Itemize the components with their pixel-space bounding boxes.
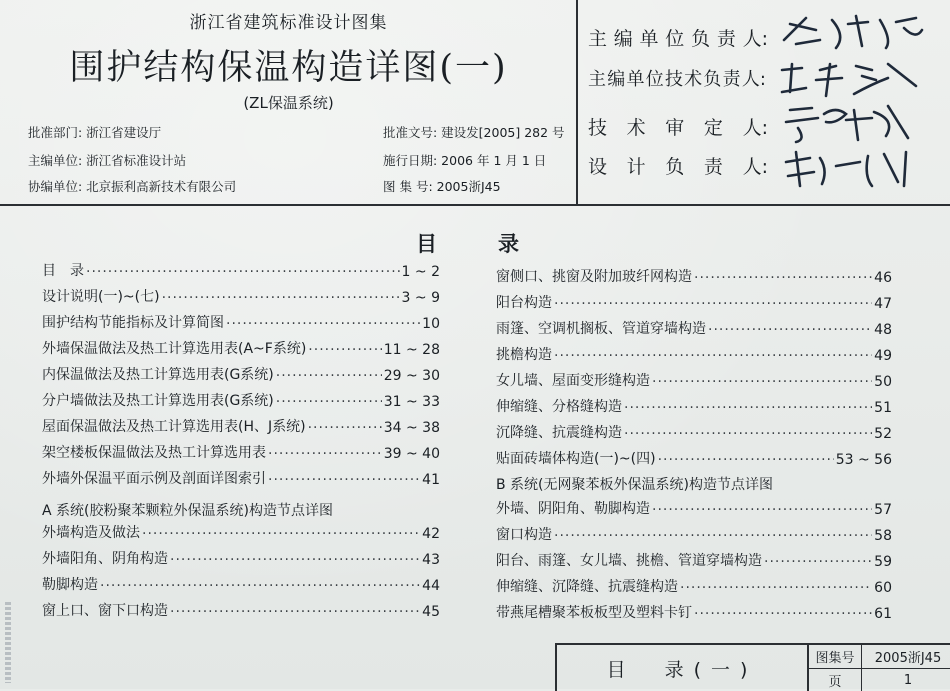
toc-entry-title: 伸缩缝、沉降缝、抗震缝构造 [496,579,678,595]
title-block-grid [807,645,950,691]
atlas-number: 图 集 号: 2005浙J45 [383,179,501,194]
toc-entry-page: 49 [874,348,892,364]
toc-entry[interactable] [496,574,892,596]
toc-entry-page: 48 [874,322,892,338]
leader-dots [170,552,420,568]
toc-entry-title: 女儿墙、屋面变形缝构造 [496,373,650,389]
leader-dots [554,528,872,544]
toc-entry-page: 3 ~ 9 [401,290,440,306]
atlas-no-label: 图集号 [815,651,855,666]
toc-entry[interactable] [496,522,892,544]
toc-entry-page: 61 [874,606,892,622]
toc-entry[interactable] [42,572,440,594]
leader-dots [226,316,420,332]
toc-entry[interactable] [496,394,892,416]
toc-entry-title: 贴面砖墙体构造(一)~(四) [496,451,656,467]
toc-entry[interactable] [42,336,440,358]
title-block-title: 目 录(一) [606,658,758,681]
toc-entry-page: 1 ~ 2 [401,264,440,280]
section-a-heading: A 系统(胶粉聚苯颗粒外保温系统)构造节点详图 [42,503,333,519]
toc-entry-title: 外墙外保温平面示例及剖面详图索引 [42,471,266,487]
leader-dots [652,502,872,518]
toc-entry-page: 57 [874,502,892,518]
toc-entry[interactable] [496,600,892,622]
toc-entry-title: 围护结构节能指标及计算简图 [42,315,224,331]
toc-entry[interactable] [42,284,440,306]
leader-dots [694,606,872,622]
toc-entry[interactable] [42,388,440,410]
toc-entry-page: 58 [874,528,892,544]
leader-dots [554,296,872,312]
leader-dots [170,604,420,620]
toc-entry-title: 沉降缝、抗震缝构造 [496,425,622,441]
toc-entry-page: 42 [422,526,440,542]
toc-entry-page: 60 [874,580,892,596]
toc-entry[interactable] [42,414,440,436]
leader-dots [554,348,872,364]
toc-entry-page: 10 [422,316,440,332]
toc-entry[interactable] [496,290,892,312]
toc-entry-title: 勒脚构造 [42,577,98,593]
toc-heading-right: 录 [498,232,519,256]
toc-entry-page: 41 [422,472,440,488]
leader-dots [162,290,400,306]
toc-entry[interactable] [42,466,440,488]
leader-dots [268,446,382,462]
leader-dots [308,420,382,436]
toc-entry-page: 43 [422,552,440,568]
toc-entry-title: 窗侧口、挑窗及附加玻纤网构造 [496,269,692,285]
toc-entry-page: 29 ~ 30 [383,368,440,384]
signature-2 [776,56,926,100]
resp-row-design-lead: 设 计 负 责 人: [588,156,768,178]
toc-entry-title: 窗上口、窗下口构造 [42,603,168,619]
toc-entry-title: 阳台、雨篷、女儿墙、挑檐、管道穿墙构造 [496,553,762,569]
toc-entry-title: 内保温做法及热工计算选用表(G系统) [42,367,274,383]
toc-entry-title: 外墙、阴阳角、勒脚构造 [496,501,650,517]
toc-entry-title: 架空楼板保温做法及热工计算选用表 [42,445,266,461]
main-title: 围护结构保温构造详图(一) [69,48,508,88]
toc-entry[interactable] [496,496,892,518]
toc-entry[interactable] [496,446,892,468]
approving-dept: 批准部门: 浙江省建设厅 [28,125,162,140]
toc-entry-title: 挑檐构造 [496,347,552,363]
toc-entry-page: 39 ~ 40 [383,446,440,462]
effective-date: 施行日期: 2006 年 1 月 1 日 [383,153,547,168]
signature-1 [776,10,926,54]
responsibility-panel [578,0,950,204]
leader-dots [694,270,872,286]
header-left [0,0,577,204]
toc-entry-title: 外墙阳角、阴角构造 [42,551,168,567]
toc-entry-title: 带燕尾槽聚苯板板型及塑料卡钉 [496,605,692,621]
editing-unit: 主编单位: 浙江省标准设计站 [28,153,187,168]
leader-dots [624,400,872,416]
toc-entry-page: 45 [422,604,440,620]
co-editing-unit: 协编单位: 北京振利高新技术有限公司 [28,179,237,194]
toc-entry[interactable] [496,264,892,286]
toc-entry[interactable] [42,598,440,620]
toc-entry-title: 窗口构造 [496,527,552,543]
signature-3 [776,100,926,144]
toc-entry[interactable] [42,520,440,542]
toc-entry-title: 雨篷、空调机搁板、管道穿墙构造 [496,321,706,337]
toc-entry[interactable] [42,258,440,280]
leader-dots [658,452,834,468]
leader-dots [680,580,872,596]
leader-dots [142,526,420,542]
toc-entry-page: 34 ~ 38 [383,420,440,436]
resp-row-tech-review: 技 术 审 定 人: [588,117,768,139]
toc-entry-title: 屋面保温做法及热工计算选用表(H、J系统) [42,419,306,435]
toc-entry[interactable] [496,316,892,338]
toc-entry[interactable] [42,440,440,462]
toc-entry[interactable] [42,362,440,384]
toc-entry-title: 伸缩缝、分格缝构造 [496,399,622,415]
toc-entry[interactable] [496,342,892,364]
approval-no: 批准文号: 建设发[2005] 282 号 [383,125,565,140]
toc-entry-title: 外墙保温做法及热工计算选用表(A~F系统) [42,341,307,357]
leader-dots [308,342,381,358]
toc-entry-page: 44 [422,578,440,594]
toc-entry-page: 11 ~ 28 [383,342,440,358]
toc-entry-title: 外墙构造及做法 [42,525,140,541]
leader-dots [268,472,420,488]
toc-entry-title: 设计说明(一)~(七) [42,289,160,305]
scanner-watermark [2,600,14,685]
page-value: 1 [903,672,913,688]
toc-heading-left: 目 [416,232,437,256]
collection-title: 浙江省建筑标准设计图集 [189,13,388,33]
toc-entry-page: 51 [874,400,892,416]
toc-entry-title: 分户墙做法及热工计算选用表(G系统) [42,393,274,409]
leader-dots [624,426,872,442]
toc-entry-title: 目 录 [42,263,84,279]
leader-dots [276,368,382,384]
resp-row-chief-unit: 主 编 单 位 负 责 人: [588,28,768,50]
toc-entry[interactable] [496,368,892,390]
leader-dots [276,394,382,410]
toc-entry-page: 31 ~ 33 [383,394,440,410]
subtitle: (ZL保温系统) [243,94,334,112]
leader-dots [86,264,400,280]
leader-dots [708,322,872,338]
atlas-no-value: 2005浙J45 [874,651,942,666]
toc-entry[interactable] [42,310,440,332]
toc-entry-title: 阳台构造 [496,295,552,311]
page-label: 页 [828,674,842,690]
toc-entry-page: 50 [874,374,892,390]
signature-4 [776,146,926,190]
toc-entry-page: 46 [874,270,892,286]
title-block [555,643,950,691]
toc-entry[interactable] [496,420,892,442]
leader-dots [100,578,420,594]
toc-entry-page: 53 ~ 56 [835,452,892,468]
header-bottom-rule [0,204,950,206]
resp-row-chief-tech: 主 编 单 位 技 术 负 责 人: [588,69,766,90]
toc-entry-page: 59 [874,554,892,570]
toc-entry-page: 47 [874,296,892,312]
toc-entry-page: 52 [874,426,892,442]
section-b-heading: B 系统(无网聚苯板外保温系统)构造节点详图 [496,477,773,493]
toc-entry[interactable] [42,546,440,568]
leader-dots [652,374,872,390]
leader-dots [764,554,872,570]
toc-entry[interactable] [496,548,892,570]
